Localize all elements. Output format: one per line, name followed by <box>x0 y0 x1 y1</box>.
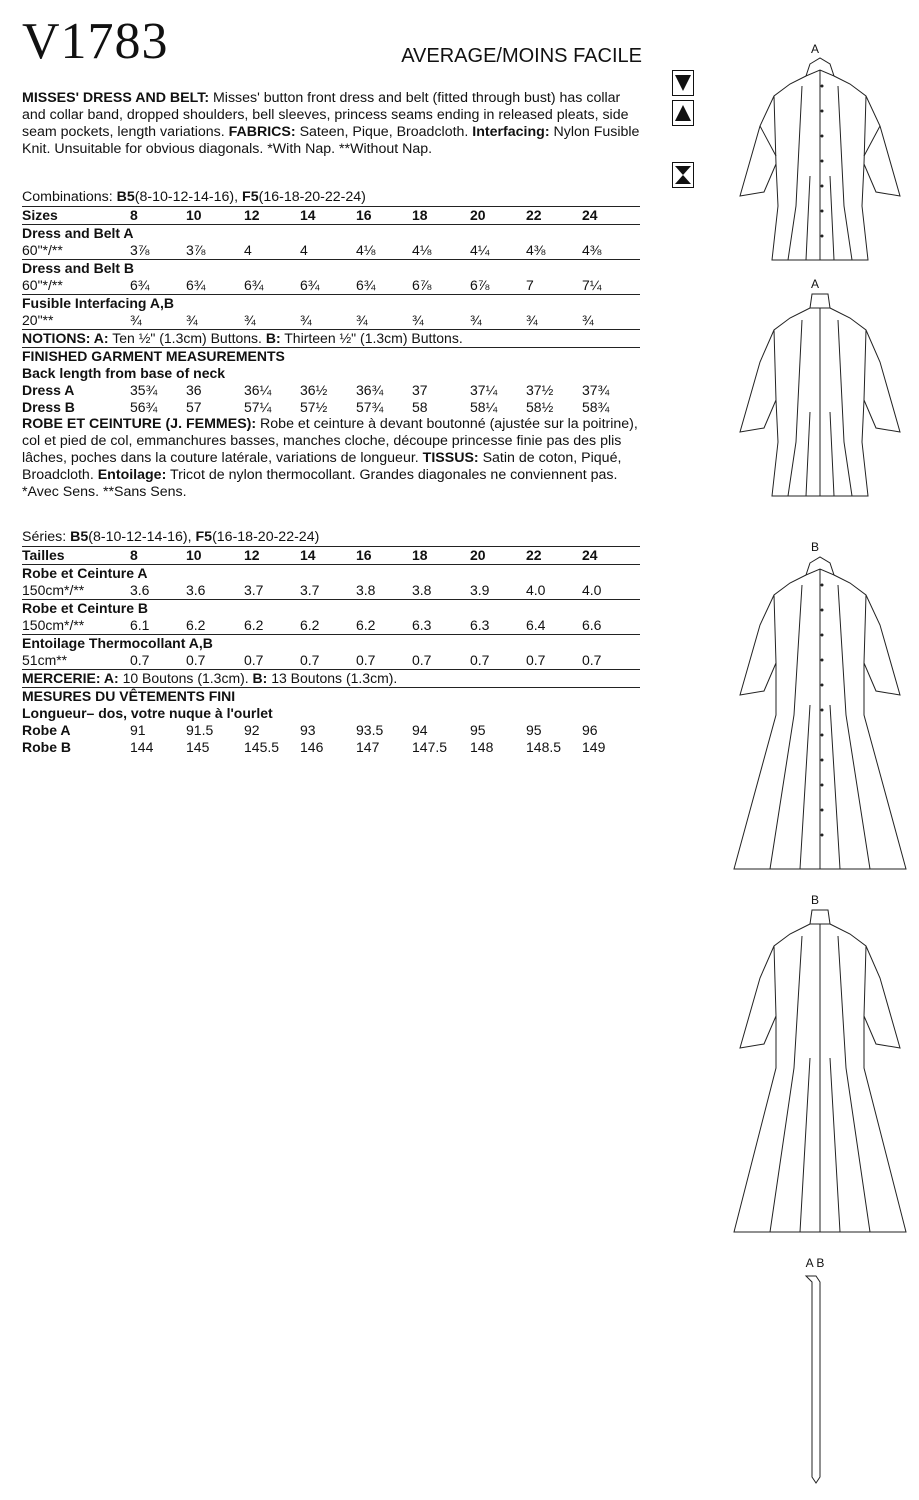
french-description: ROBE ET CEINTURE (J. FEMMES): Robe et ceinture à devant boutonné (ajustée sur la poitrine), col et pied de col, emmanchures basses, manches cloche, découpe princesse finie pas des plis lâches, poches dans la couture latérale, variations de longueur. TISSUS: Satin de coton, Piqué, Broadcloth. Entoilage: Tricot de nylon thermocollant. Grandes diagonales ne conviennent pas. *Avec Sens. **Sans Sens. <box>22 416 638 500</box>
dress-a-row: 60"*/** 3⅞ 3⅞ 4 4 4⅛ 4⅛ 4¼ 4⅜ 4⅜ <box>22 242 640 260</box>
combinations-line: Combinations: B5(8-10-12-14-16), F5(16-18-20-22-24) <box>22 189 640 207</box>
pattern-number: V1783 <box>22 13 169 70</box>
series-line: Séries: B5(8-10-12-14-16), F5(16-18-20-22-24) <box>22 529 640 547</box>
dress-a-back-drawing <box>730 292 910 502</box>
view-label-b-back: B <box>810 893 819 907</box>
dress-a-length-row: Dress A 35¾ 36 36¼ 36½ 36¾ 37 37¼ 37½ 37¾ <box>22 382 610 398</box>
nap-up-icon <box>672 100 694 126</box>
french-title: ROBE ET CEINTURE (J. FEMMES): <box>22 416 257 432</box>
interfacing-row: 20"** ¾ ¾ ¾ ¾ ¾ ¾ ¾ ¾ ¾ <box>22 312 640 330</box>
english-description: MISSES' DRESS AND BELT: Misses' button front dress and belt (fitted through bust) has collar and collar band, dropped shoulders, bell sleeves, princess seams ending in released pleats, side seam pockets, length variations. FABRICS: Sateen, Pique, Broadcloth. Interfacing: Nylon Fusible Knit. Unsuitable for obvious diagonals. *With Nap. **Without Nap. <box>22 90 640 157</box>
dress-b-front-drawing <box>730 555 910 875</box>
dress-b-label-row: Dress and Belt B <box>22 260 135 276</box>
notions-line: NOTIONS: A: Ten ½" (1.3cm) Buttons. B: Thirteen ½" (1.3cm) Buttons. <box>22 330 640 348</box>
view-label-a-front: A <box>810 42 819 56</box>
view-label-b-front: B <box>810 540 819 554</box>
dress-a-front-drawing <box>730 56 910 266</box>
back-length-label: Back length from base of neck <box>22 365 226 381</box>
english-title: MISSES' DRESS AND BELT: <box>22 90 210 106</box>
longueur-label: Longueur– dos, votre nuque à l'ourlet <box>22 705 273 721</box>
layout-icons <box>672 70 696 188</box>
robe-b-length-row: Robe B 144 145 145.5 146 147 147.5 148 148.5 149 <box>22 739 606 755</box>
interfacing-label-row: Fusible Interfacing A,B <box>22 295 174 311</box>
dress-b-row: 60"*/** 6¾ 6¾ 6¾ 6¾ 6¾ 6⅞ 6⅞ 7 7¼ <box>22 277 640 295</box>
english-yardage-table <box>22 189 640 501</box>
hourglass-icon <box>672 162 694 188</box>
technical-drawings <box>720 0 919 1500</box>
finished-measurements-title: FINISHED GARMENT MEASUREMENTS <box>22 348 285 364</box>
entoilage-row: 51cm** 0.7 0.7 0.7 0.7 0.7 0.7 0.7 0.7 0.7 <box>22 652 640 670</box>
robe-a-label-row: Robe et Ceinture A <box>22 565 148 581</box>
dress-b-back-drawing <box>730 908 910 1238</box>
robe-a-length-row: Robe A 91 91.5 92 93 93.5 94 95 95 96 <box>22 722 598 738</box>
dress-a-label-row: Dress and Belt A <box>22 225 134 241</box>
view-label-belt: A B <box>805 1256 825 1270</box>
tailles-header-row: Tailles 8 10 12 14 16 18 20 22 24 <box>22 547 640 565</box>
robe-b-row: 150cm*/** 6.1 6.2 6.2 6.2 6.2 6.3 6.3 6.4 6.6 <box>22 617 640 635</box>
robe-b-label-row: Robe et Ceinture B <box>22 600 149 616</box>
difficulty-label: AVERAGE/MOINS FACILE <box>401 45 642 67</box>
mesures-title: MESURES DU VÊTEMENTS FINI <box>22 688 236 704</box>
sizes-header-row: Sizes 8 10 12 14 16 18 20 22 24 <box>22 207 640 225</box>
entoilage-label-row: Entoilage Thermocollant A,B <box>22 635 213 651</box>
nap-down-icon <box>672 70 694 96</box>
mercerie-line: MERCERIE: A: 10 Boutons (1.3cm). B: 13 Boutons (1.3cm). <box>22 670 640 688</box>
robe-a-row: 150cm*/** 3.6 3.6 3.7 3.7 3.8 3.8 3.9 4.0 4.0 <box>22 582 640 600</box>
belt-drawing <box>800 1272 830 1487</box>
view-label-a-back: A <box>810 277 819 291</box>
french-yardage-table <box>22 529 640 756</box>
dress-b-length-row: Dress B 56¾ 57 57¼ 57½ 57¾ 58 58¼ 58½ 58¾ <box>22 399 610 415</box>
